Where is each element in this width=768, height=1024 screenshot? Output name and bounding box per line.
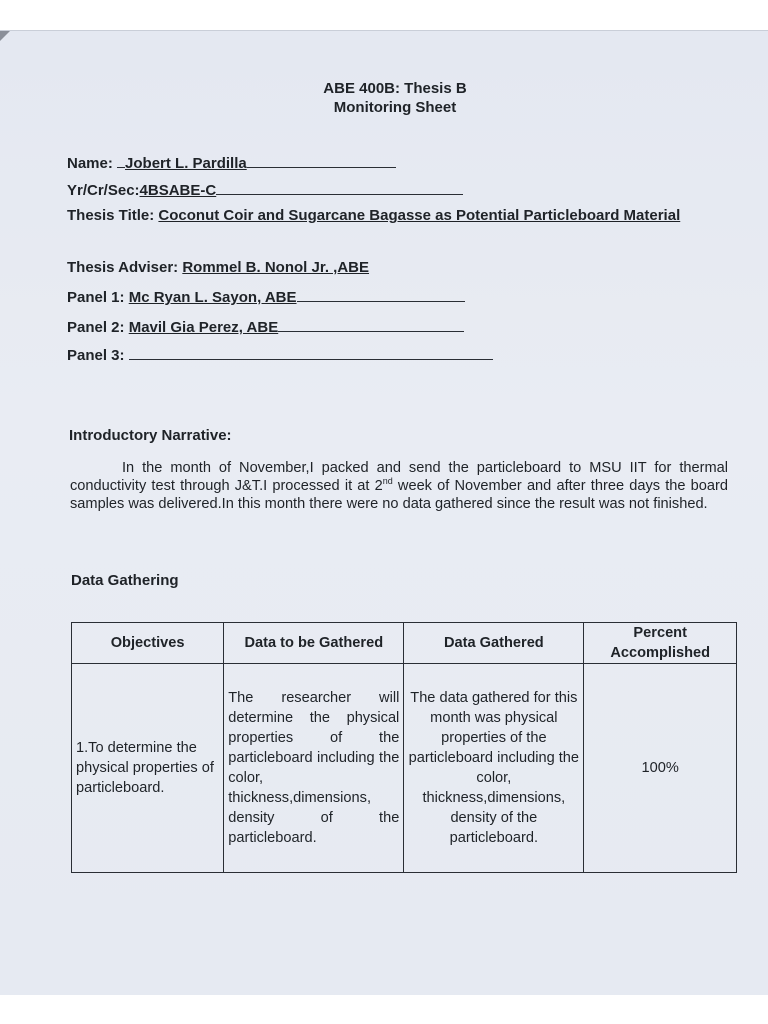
col-header-objectives: Objectives <box>72 623 224 664</box>
page-corner <box>0 31 10 41</box>
thesis-title-label: Thesis Title: <box>67 207 155 224</box>
name-field <box>67 152 396 173</box>
monitoring-sheet-page <box>0 30 768 995</box>
data-gathering-heading: Data Gathering <box>71 572 179 589</box>
panel2-field <box>67 316 464 337</box>
thesis-title-field <box>67 206 707 226</box>
name-value: Jobert L. Pardilla <box>125 155 247 172</box>
intro-heading: Introductory Narrative: <box>69 427 232 444</box>
panel1-value: Mc Ryan L. Sayon, ABE <box>128 289 297 306</box>
intro-narrative <box>70 459 728 513</box>
adviser-value: Rommel B. Nonol Jr. ,ABE <box>182 259 370 276</box>
cell-data-gathered: The data gathered for this month was physical properties of the particleboard including the color, thickness,dimensions, density of the particleboard. <box>404 664 584 873</box>
table-header-row <box>72 623 737 664</box>
adviser-field <box>67 258 369 277</box>
table-row <box>72 664 737 873</box>
intro-text-part2: week of November and after three days the board samples was delivered.In this month there were no data gathered since the result was not finished. <box>70 478 728 512</box>
col-header-data-to-be-gathered: Data to be Gathered <box>224 623 404 664</box>
intro-ordinal-suffix: nd <box>382 476 393 487</box>
panel2-label: Panel 2: <box>67 319 125 336</box>
col-header-data-gathered: Data Gathered <box>404 623 584 664</box>
yr-cr-sec-field <box>67 179 463 200</box>
data-gathering-table <box>71 622 737 873</box>
panel3-field <box>67 344 493 365</box>
cell-data-to-be-gathered: The researcher will determine the physical properties of the particleboard including the color, thickness,dimensions, density of the particleboard. <box>224 664 404 873</box>
name-label: Name: <box>67 155 113 172</box>
yr-value: 4BSABE-C <box>139 182 217 199</box>
panel2-value: Mavil Gia Perez, ABE <box>128 319 279 336</box>
col-header-percent-accomplished: Percent Accomplished <box>584 623 737 664</box>
cell-objective: 1.To determine the physical properties of particleboard. <box>72 664 224 873</box>
yr-label: Yr/Cr/Sec: <box>67 182 140 199</box>
document-header <box>250 79 540 117</box>
panel1-label: Panel 1: <box>67 289 125 306</box>
intro-text-part1: In the month of November,I packed and send the particleboard to MSU IIT for thermal conductivity test through J&T.I processed it at 2 <box>70 460 728 494</box>
adviser-label: Thesis Adviser: <box>67 259 179 276</box>
course-title: ABE 400B: Thesis B <box>323 80 467 97</box>
panel3-label: Panel 3: <box>67 347 125 364</box>
thesis-title-value: Coconut Coir and Sugarcane Bagasse as Potential Particleboard Material <box>158 207 681 224</box>
cell-percent-accomplished: 100% <box>584 664 737 873</box>
sheet-title: Monitoring Sheet <box>333 99 457 116</box>
panel1-field <box>67 286 465 307</box>
